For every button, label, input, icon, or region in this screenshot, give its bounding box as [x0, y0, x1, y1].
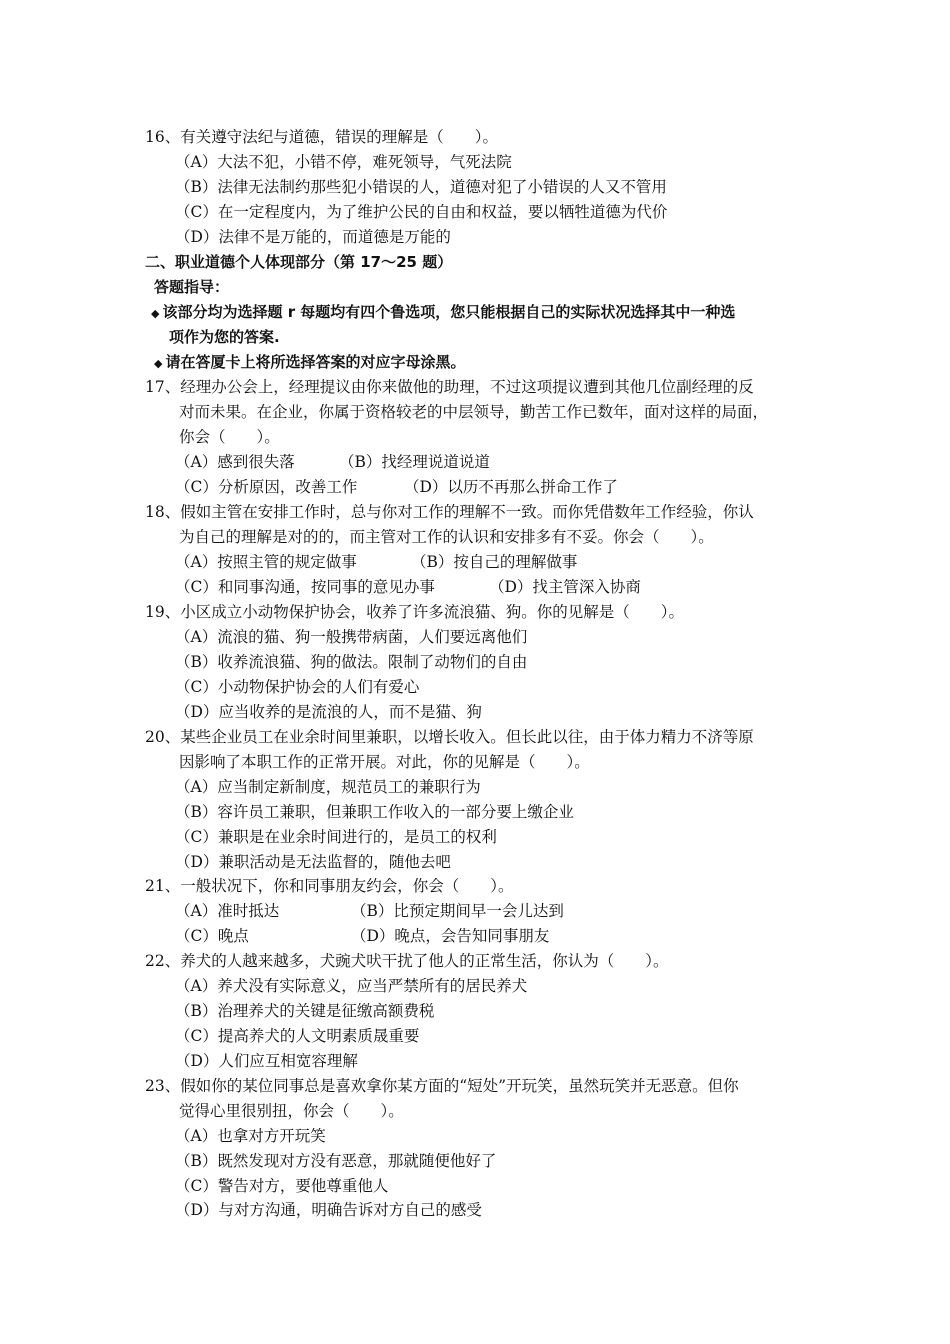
q22-option-c: （C）提高养犬的人文明素质晟重要 [175, 1027, 420, 1045]
q18-stem-line2: 为自己的理解是对的的，而主管对工作的认识和安排多有不妥。你会（ ）。 [179, 528, 714, 546]
q16-option-d: （D）法律不是万能的，而道德是万能的 [175, 228, 451, 246]
diamond-bullet-icon: ◆ [151, 307, 160, 320]
q23-option-b: （B）既然发现对方没有恶意，那就随便他好了 [175, 1152, 497, 1170]
q23-option-d: （D）与对方沟通，明确告诉对方自己的感受 [175, 1201, 482, 1219]
section-heading: 二、职业道德个人体现部分（第 17～25 题） [145, 253, 453, 271]
q17-stem-line2: 对而未果。在企业，你属于资格较老的中层领导，勤苦工作已数年，面对这样的局面， [179, 403, 769, 421]
guide-bullet-2-text: 请在答厦卡上将所选择答案的对应字母涂黑。 [165, 353, 466, 371]
q17-option-b: （B）找经理说道说道 [339, 453, 490, 471]
q23-stem-line1: 23、假如你的某位同事总是喜欢拿你某方面的“短处”开玩笑，虽然玩笑并无恶意。但你 [145, 1077, 739, 1095]
q17-option-c: （C）分析原因，改善工作 [175, 478, 358, 496]
q22-option-b: （B）治理养犬的关键是征缴高额费税 [175, 1002, 435, 1020]
q21-option-d: （D）晚点，会告知同事朋友 [351, 927, 550, 945]
q17-option-a: （A）感到很失落 [175, 453, 295, 471]
q22-option-a: （A）养犬没有实际意义，应当严禁所有的居民养犬 [175, 977, 528, 995]
q19-stem: 19、小区成立小动物保护协会，收养了许多流浪猫、狗。你的见解是（ ）。 [145, 603, 684, 621]
q17-stem-line1: 17、经理办公会上，经理提议由你来做他的助理，不过这项提议遭到其他几位副经理的反 [145, 378, 754, 396]
q20-stem-line2: 因影响了本职工作的正常开展。对此，你的见解是（ ）。 [179, 753, 590, 771]
q18-option-b: （B）按自己的理解做事 [411, 553, 578, 571]
q20-option-a: （A）应当制定新制度，规范员工的兼职行为 [175, 778, 481, 796]
q21-option-b: （B）比预定期间早一会儿达到 [351, 902, 564, 920]
q18-option-a: （A）按照主管的规定做事 [175, 553, 357, 571]
q18-stem-line1: 18、假如主管在安排工作时，总与你对工作的理解不一致。而你凭借数年工作经验，你认 [145, 503, 754, 521]
q19-option-b: （B）收养流浪猫、狗的做法。限制了动物们的自由 [175, 653, 528, 671]
q19-option-c: （C）小动物保护协会的人们有爱心 [175, 678, 420, 696]
q16-option-a: （A）大法不犯，小错不停，难死领导，气死法院 [175, 153, 512, 171]
q17-option-d: （D）以历不再那么拼命工作了 [404, 478, 618, 496]
q20-option-d: （D）兼职活动是无法监督的，随他去吧 [175, 853, 451, 871]
q22-option-d: （D）人们应互相宽容理解 [175, 1052, 358, 1070]
q21-stem: 21、一般状况下，你和同事朋友约会，你会（ ）。 [145, 877, 514, 895]
q16-stem: 16、有关遵守法纪与道德，错误的理解是（ ）。 [145, 128, 498, 146]
q20-stem-line1: 20、某些企业员工在业余时间里兼职，以增长收入。但长此以往，由于体力精力不济等原 [145, 728, 754, 746]
guide-bullet-2 [154, 352, 465, 374]
q23-stem-line2: 觉得心里很别扭，你会（ ）。 [179, 1102, 404, 1120]
q17-stem-line3: 你会（ ）。 [179, 428, 280, 446]
q22-stem: 22、养犬的人越来越多，犬豌犬吠干扰了他人的正常生活，你认为（ ）。 [145, 952, 669, 970]
diamond-bullet-icon: ◆ [154, 357, 163, 370]
q20-option-c: （C）兼职是在业余时间进行的，是员工的权利 [175, 828, 497, 846]
q16-option-c: （C）在一定程度内，为了维护公民的自由和权益，要以牺牲道德为代价 [175, 203, 668, 221]
q21-option-c: （C）晚点 [175, 927, 249, 945]
q23-option-c: （C）警告对方，要他尊重他人 [175, 1177, 389, 1195]
q16-option-b: （B）法律无法制约那些犯小错误的人，道德对犯了小错误的人又不管用 [175, 178, 667, 196]
guide-bullet-1-text: 该部分均为选择题 r 每题均有四个鲁选项，您只能根据自己的实际状况选择其中一种选 [162, 303, 736, 321]
q18-option-c: （C）和同事沟通，按同事的意见办事 [175, 578, 435, 596]
q19-option-a: （A）流浪的猫、狗一般携带病菌，人们要远离他们 [175, 628, 528, 646]
q23-option-a: （A）也拿对方开玩笑 [175, 1127, 326, 1145]
guide-bullet-1-cont: 项作为您的答案. [169, 328, 280, 346]
guide-bullet-1 [151, 302, 735, 324]
answer-guide-label: 答题指导： [154, 278, 230, 296]
q19-option-d: （D）应当收养的是流浪的人，而不是猫、狗 [175, 703, 482, 721]
q21-option-a: （A）准时抵达 [175, 902, 280, 920]
q20-option-b: （B）容许员工兼职，但兼职工作收入的一部分要上缴企业 [175, 803, 574, 821]
q18-option-d: （D）找主管深入协商 [489, 578, 641, 596]
